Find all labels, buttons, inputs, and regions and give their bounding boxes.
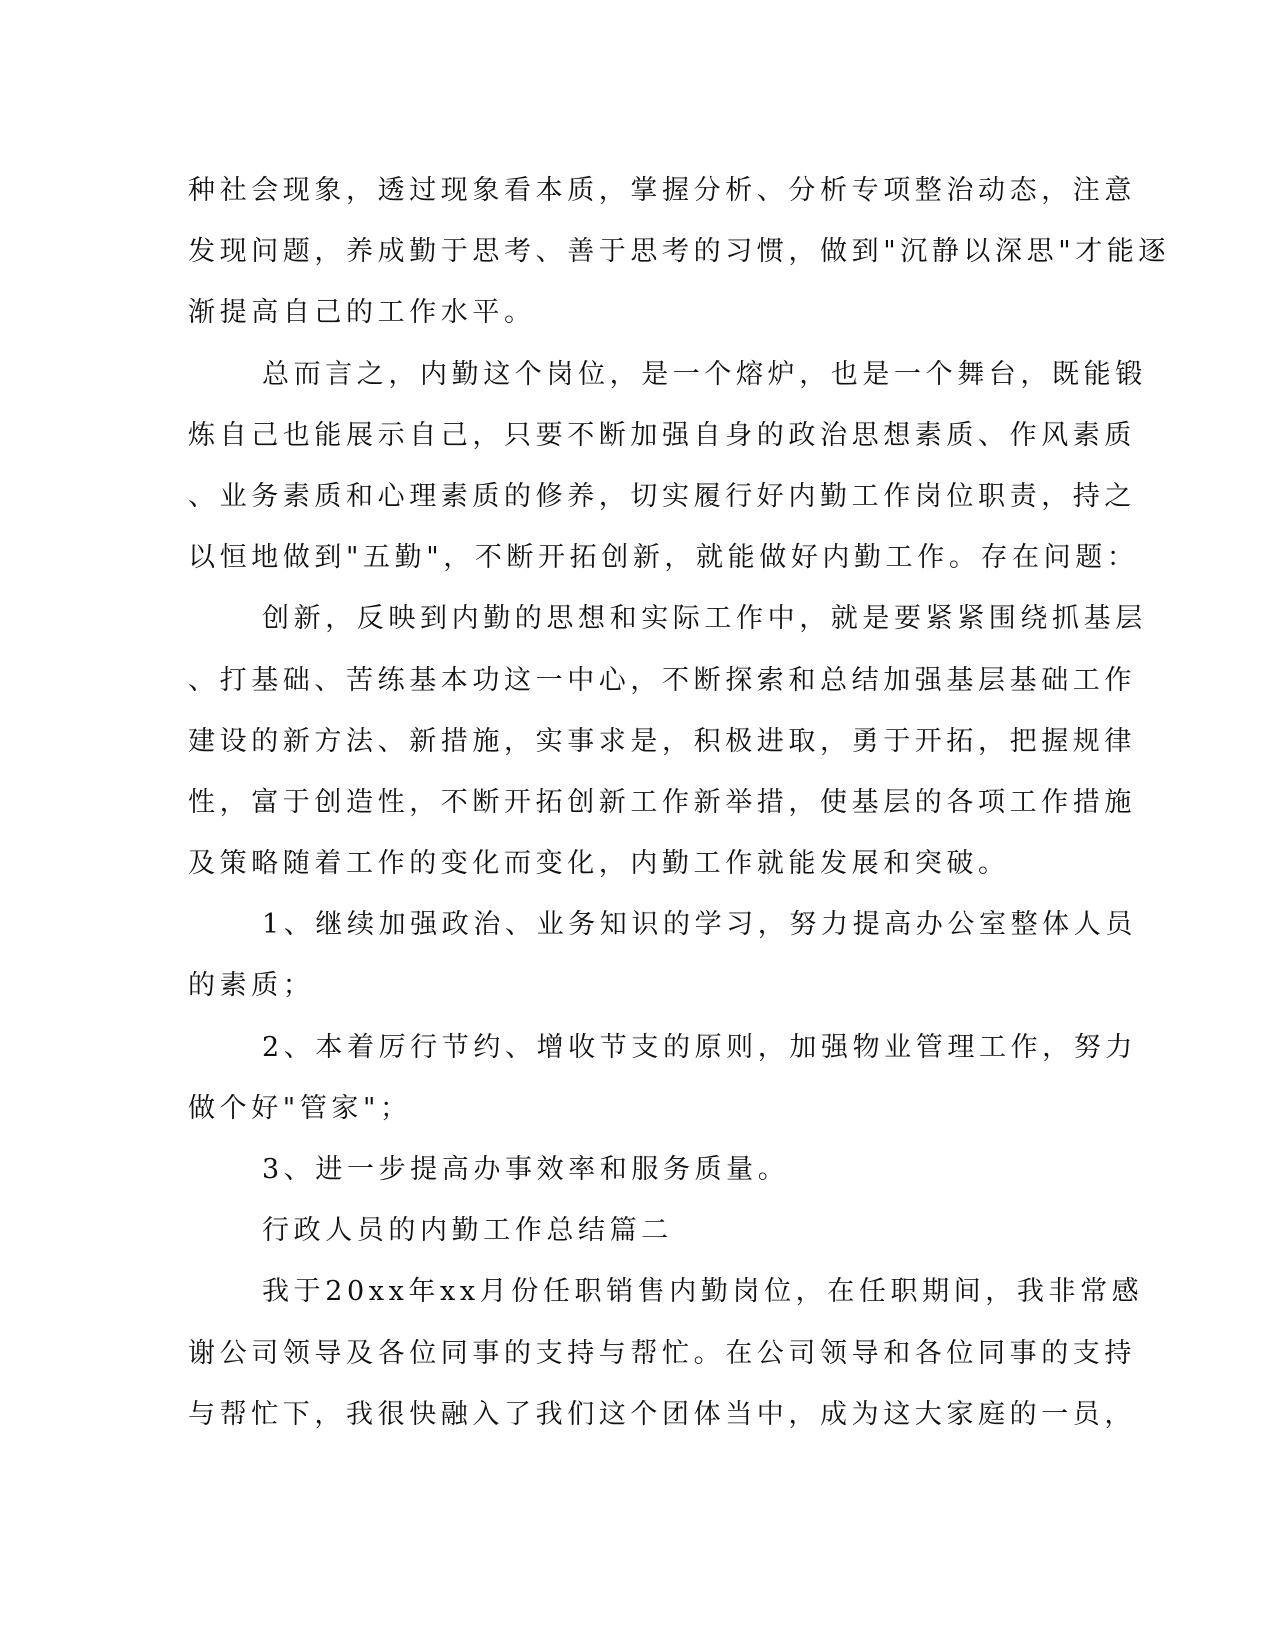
- paragraph-start-line: 我于20xx年xx月份任职销售内勤岗位，在任职期间，我非常感: [262, 1276, 1144, 1308]
- text-line: 性，富于创造性，不断开拓创新工作新举措，使基层的各项工作措施: [188, 786, 1136, 818]
- text-line: 做个好"管家"；: [188, 1092, 412, 1124]
- list-item-line: 2、本着厉行节约、增收节支的原则，加强物业管理工作，努力: [262, 1031, 1137, 1063]
- list-item-line: 3、进一步提高办事效率和服务质量。: [262, 1154, 790, 1185]
- text-line: 与帮忙下，我很快融入了我们这个团体当中，成为这大家庭的一员，: [188, 1398, 1136, 1430]
- text-line: 的素质；: [188, 970, 315, 1002]
- text-line: 渐提高自己的工作水平。: [188, 297, 536, 329]
- text-line: 谢公司领导及各位同事的支持与帮忙。在公司领导和各位同事的支持: [188, 1337, 1136, 1369]
- section-heading: 行政人员的内勤工作总结篇二: [262, 1215, 673, 1247]
- text-line: 、业务素质和心理素质的修养，切实履行好内勤工作岗位职责，持之: [188, 480, 1136, 512]
- text-line: 建设的新方法、新措施，实事求是，积极进取，勇于开拓，把握规律: [188, 725, 1136, 757]
- text-line: 发现问题，养成勤于思考、善于思考的习惯，做到"沉静以深思"才能逐: [188, 236, 1171, 268]
- paragraph-start-line: 总而言之，内勤这个岗位，是一个熔炉，也是一个舞台，既能锻: [262, 358, 1147, 390]
- text-line: 、打基础、苦练基本功这一中心，不断探索和总结加强基层基础工作: [188, 664, 1136, 696]
- paragraph-start-line: 创新，反映到内勤的思想和实际工作中，就是要紧紧围绕抓基层: [262, 603, 1147, 635]
- list-item-line: 1、继续加强政治、业务知识的学习，努力提高办公室整体人员: [262, 909, 1137, 941]
- text-line: 及策略随着工作的变化而变化，内勤工作就能发展和突破。: [188, 848, 1010, 880]
- document-body: [188, 160, 1171, 1445]
- text-line: 炼自己也能展示自己，只要不断加强自身的政治思想素质、作风素质: [188, 419, 1136, 451]
- text-line: 种社会现象，透过现象看本质，掌握分析、分析专项整治动态，注意: [188, 175, 1136, 206]
- text-line: 以恒地做到"五勤"，不断开拓创新，就能做好内勤工作。存在问题：: [188, 542, 1139, 574]
